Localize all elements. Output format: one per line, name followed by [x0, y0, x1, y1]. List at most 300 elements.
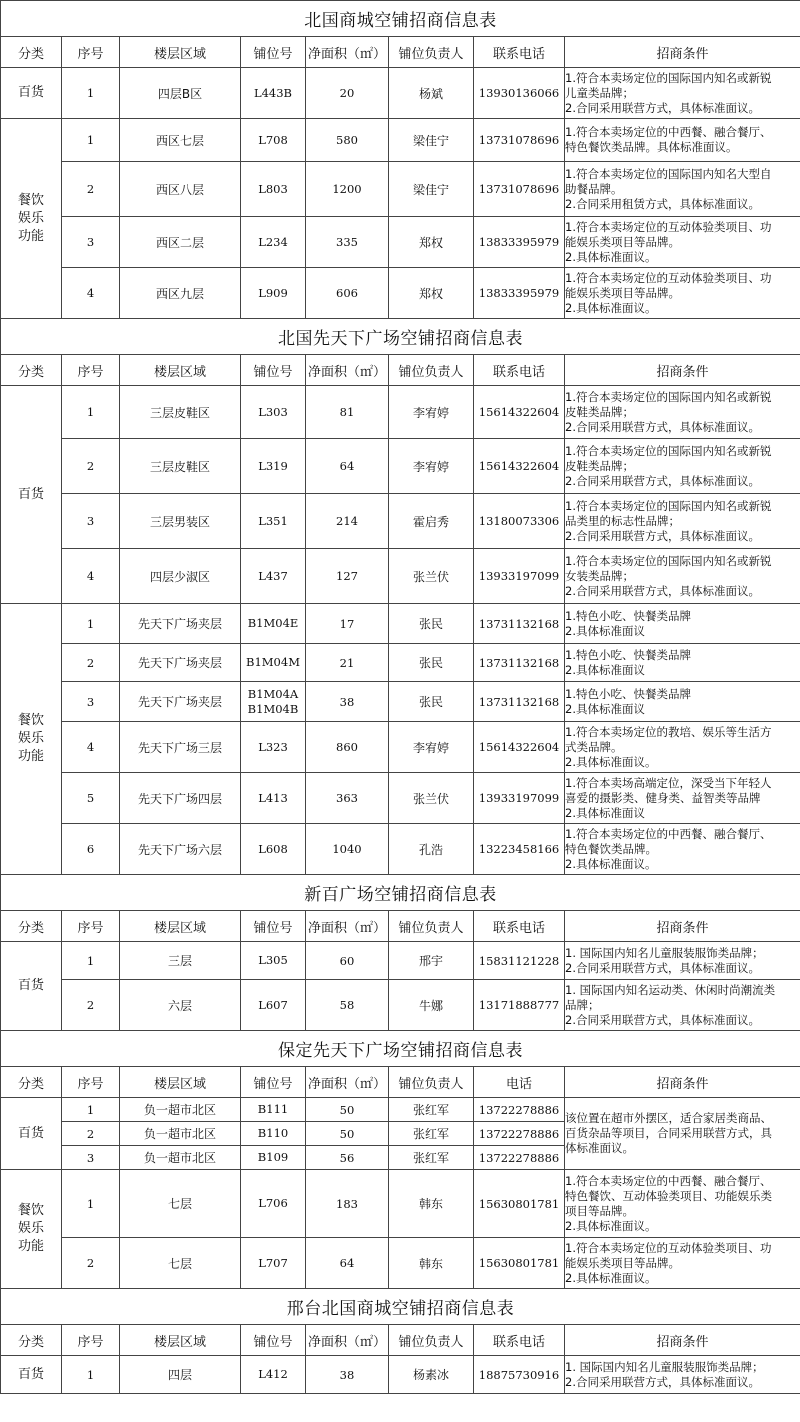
size-header: 净面积（㎡）: [306, 1325, 389, 1356]
phone-cell: 13731132168: [474, 682, 565, 722]
size-cell: 17: [306, 604, 389, 644]
floor-area-cell: 先天下广场四层: [120, 773, 241, 824]
table-row: [1, 942, 800, 980]
unit-code: L708: [258, 132, 288, 147]
size-cell: 21: [306, 644, 389, 682]
phone-cell: 15614322604: [474, 722, 565, 773]
number-header: 序号: [62, 37, 120, 68]
table-row: [1, 1170, 800, 1238]
manager-cell: 杨斌: [389, 68, 474, 119]
floor-area-cell: 先天下广场夹层: [120, 682, 241, 722]
section-title-row: [1, 1, 800, 37]
manager-cell: 郑权: [389, 268, 474, 319]
condition-line: 2.具体标准面议: [565, 805, 645, 820]
condition-line: 特色餐饮类品牌。具体标准面议。: [565, 140, 738, 154]
size-cell: 56: [306, 1146, 389, 1170]
phone-cell: 13722278886: [474, 1146, 565, 1170]
size-cell: 860: [306, 722, 389, 773]
number-cell: 3: [62, 682, 120, 722]
section-title-row: [1, 875, 800, 911]
unit-code: B1M04B: [247, 701, 299, 716]
table-row: [1, 1238, 800, 1289]
conditions-cell: [565, 942, 800, 980]
conditions-header: 招商条件: [565, 911, 800, 942]
unit-cell: [241, 1356, 306, 1394]
size-cell: 183: [306, 1170, 389, 1238]
phone-header: 联系电话: [474, 37, 565, 68]
unit-code: L323: [258, 739, 288, 754]
number-cell: 3: [62, 217, 120, 268]
condition-line: 2.具体标准面议: [565, 701, 645, 716]
size-header: 净面积（㎡）: [306, 355, 389, 386]
manager-header: 铺位负责人: [389, 911, 474, 942]
unit-cell: [241, 1238, 306, 1289]
category-header: 分类: [1, 911, 62, 942]
number-cell: 1: [62, 604, 120, 644]
unit-header: 铺位号: [241, 1325, 306, 1356]
conditions-cell: [565, 268, 800, 319]
section-title: 北国商城空铺招商信息表: [1, 1, 800, 37]
conditions-cell: [565, 1356, 800, 1394]
floor-area-cell: 负一超市北区: [120, 1122, 241, 1146]
floor-area-cell: 西区八层: [120, 162, 241, 217]
unit-code: B110: [257, 1126, 289, 1140]
condition-line: 儿童类品牌；: [565, 85, 634, 100]
floor-area-cell: 七层: [120, 1238, 241, 1289]
category-cell: [1, 1356, 62, 1394]
phone-cell: 15630801781: [474, 1238, 565, 1289]
unit-code: L412: [258, 1367, 288, 1381]
conditions-header: 招商条件: [565, 1325, 800, 1356]
floor-area-cell: 先天下广场夹层: [120, 604, 241, 644]
unit-header: 铺位号: [241, 355, 306, 386]
category-header: 分类: [1, 1067, 62, 1098]
number-cell: 5: [62, 773, 120, 824]
table-row: [1, 494, 800, 549]
conditions-cell: [565, 1098, 800, 1170]
manager-cell: 张红军: [389, 1098, 474, 1122]
phone-cell: 13933197099: [474, 549, 565, 604]
condition-line: 助餐品牌。: [565, 181, 623, 196]
condition-line: 2.具体标准面议。: [565, 1270, 657, 1285]
number-cell: 2: [62, 162, 120, 217]
category-header: 分类: [1, 1325, 62, 1356]
condition-line: 2.合同采用租赁方式，具体标准面议。: [565, 196, 760, 211]
size-cell: 38: [306, 1356, 389, 1394]
category-header: 分类: [1, 37, 62, 68]
phone-header: 联系电话: [474, 1325, 565, 1356]
phone-cell: 13731078696: [474, 119, 565, 162]
floor-area-cell: 七层: [120, 1170, 241, 1238]
size-cell: 127: [306, 549, 389, 604]
condition-line: 百货杂品等项目，合同采用联营方式，具: [565, 1126, 772, 1140]
floor-area-cell: 西区七层: [120, 119, 241, 162]
phone-cell: 15614322604: [474, 386, 565, 439]
number-header: 序号: [62, 1325, 120, 1356]
conditions-cell: [565, 549, 800, 604]
manager-cell: 张红军: [389, 1122, 474, 1146]
unit-cell: [241, 942, 306, 980]
manager-header: 铺位负责人: [389, 1067, 474, 1098]
manager-cell: 牛娜: [389, 980, 474, 1031]
unit-code: L303: [258, 404, 288, 419]
floor-area-header: 楼层区域: [120, 355, 241, 386]
conditions-cell: [565, 1238, 800, 1289]
unit-cell: [241, 386, 306, 439]
unit-code: L909: [258, 285, 288, 300]
condition-line: 1.符合本卖场定位的教培、娱乐等生活方: [565, 724, 772, 739]
conditions-cell: [565, 494, 800, 549]
condition-line: 2.具体标准面议。: [565, 1218, 657, 1233]
number-cell: 1: [62, 1170, 120, 1238]
condition-line: 特色餐饮、互动体验类项目、功能娱乐类: [565, 1188, 772, 1203]
floor-area-cell: 三层: [120, 942, 241, 980]
manager-cell: 张兰伏: [389, 549, 474, 604]
conditions-cell: [565, 604, 800, 644]
condition-line: 1.特色小吃、快餐类品牌: [565, 608, 691, 623]
unit-code: L707: [258, 1255, 288, 1270]
unit-cell: [241, 119, 306, 162]
size-cell: 1200: [306, 162, 389, 217]
phone-cell: 13930136066: [474, 68, 565, 119]
condition-line: 1.符合本卖场定位的国际国内知名或新锐: [565, 498, 772, 513]
condition-line: 1. 国际国内知名运动类、休闲时尚潮流类: [565, 982, 776, 997]
category-cell: [1, 1170, 62, 1289]
phone-cell: 13731132168: [474, 604, 565, 644]
condition-line: 2.具体标准面议。: [565, 249, 657, 264]
condition-line: 能娱乐类项目等品牌。: [565, 285, 680, 300]
size-cell: 38: [306, 682, 389, 722]
unit-header: 铺位号: [241, 911, 306, 942]
unit-code: L803: [258, 181, 288, 196]
conditions-cell: [565, 644, 800, 682]
phone-cell: 13731132168: [474, 644, 565, 682]
number-cell: 2: [62, 1238, 120, 1289]
number-cell: 4: [62, 268, 120, 319]
unit-code: L608: [258, 841, 288, 856]
conditions-cell: [565, 386, 800, 439]
floor-area-cell: 先天下广场夹层: [120, 644, 241, 682]
category-cell: [1, 119, 62, 319]
floor-area-cell: 西区二层: [120, 217, 241, 268]
header-row: [1, 37, 800, 68]
condition-line: 该位置在超市外摆区，适合家居类商品、: [565, 1111, 772, 1125]
condition-line: 式类品牌。: [565, 739, 623, 754]
header-row: [1, 1067, 800, 1098]
condition-line: 2.合同采用联营方式，具体标准面议。: [565, 1012, 760, 1027]
conditions-cell: [565, 980, 800, 1031]
condition-line: 2.合同采用联营方式，具体标准面议。: [565, 473, 760, 488]
phone-cell: 13731078696: [474, 162, 565, 217]
condition-line: 2.具体标准面议。: [565, 754, 657, 769]
condition-line: 皮鞋类品牌；: [565, 458, 634, 473]
condition-line: 1.符合本卖场定位的国际国内知名或新锐: [565, 443, 772, 458]
unit-cell: [241, 549, 306, 604]
floor-area-cell: 西区九层: [120, 268, 241, 319]
manager-cell: 张红军: [389, 1146, 474, 1170]
unit-cell: [241, 1122, 306, 1146]
unit-code: B1M04A: [247, 686, 299, 701]
condition-line: 1.符合本卖场定位的互动体验类项目、功: [565, 219, 772, 234]
floor-area-header: 楼层区域: [120, 1325, 241, 1356]
unit-cell: [241, 494, 306, 549]
size-cell: 50: [306, 1098, 389, 1122]
size-cell: 214: [306, 494, 389, 549]
size-cell: 1040: [306, 824, 389, 875]
category-line: 百货: [17, 1366, 44, 1382]
floor-area-cell: 负一超市北区: [120, 1098, 241, 1122]
floor-area-header: 楼层区域: [120, 1067, 241, 1098]
number-cell: 1: [62, 1098, 120, 1122]
conditions-cell: [565, 217, 800, 268]
phone-header: 联系电话: [474, 355, 565, 386]
manager-cell: 李宥婷: [389, 439, 474, 494]
number-header: 序号: [62, 911, 120, 942]
unit-code: L437: [258, 568, 288, 583]
conditions-cell: [565, 1170, 800, 1238]
condition-line: 2.合同采用联营方式，具体标准面议。: [565, 583, 760, 598]
category-cell: [1, 942, 62, 1031]
size-cell: 20: [306, 68, 389, 119]
category-line: 功能: [17, 1239, 44, 1254]
number-header: 序号: [62, 355, 120, 386]
unit-code: L305: [258, 953, 288, 967]
conditions-cell: [565, 439, 800, 494]
unit-cell: [241, 1170, 306, 1238]
floor-area-header: 楼层区域: [120, 911, 241, 942]
size-cell: 81: [306, 386, 389, 439]
size-header: 净面积（㎡）: [306, 37, 389, 68]
floor-area-cell: 三层男装区: [120, 494, 241, 549]
floor-area-cell: 先天下广场六层: [120, 824, 241, 875]
condition-line: 体标准面议。: [565, 1141, 634, 1155]
condition-line: 项目等品牌。: [565, 1203, 634, 1218]
category-line: 餐饮: [17, 1203, 44, 1218]
category-line: 餐饮: [17, 192, 44, 208]
conditions-cell: [565, 722, 800, 773]
condition-line: 喜爱的摄影类、健身类、益智类等品牌: [565, 790, 761, 805]
number-cell: 4: [62, 722, 120, 773]
size-cell: 363: [306, 773, 389, 824]
condition-line: 2.具体标准面议。: [565, 300, 657, 315]
condition-line: 皮鞋类品牌；: [565, 404, 634, 419]
number-cell: 1: [62, 119, 120, 162]
condition-line: 女装类品牌；: [565, 568, 634, 583]
condition-line: 1.符合本卖场定位的国际国内知名大型自: [565, 166, 772, 181]
section-title: 新百广场空铺招商信息表: [1, 875, 800, 911]
number-cell: 3: [62, 1146, 120, 1170]
floor-area-cell: 四层少淑区: [120, 549, 241, 604]
category-cell: [1, 68, 62, 119]
unit-cell: [241, 162, 306, 217]
table-row: [1, 644, 800, 682]
manager-cell: 邢宇: [389, 942, 474, 980]
phone-cell: 13722278886: [474, 1098, 565, 1122]
unit-cell: [241, 824, 306, 875]
header-row: [1, 1325, 800, 1356]
number-cell: 1: [62, 386, 120, 439]
phone-cell: 13722278886: [474, 1122, 565, 1146]
condition-line: 1.符合本卖场定位的中西餐、融合餐厅、: [565, 1173, 772, 1188]
size-cell: 335: [306, 217, 389, 268]
manager-cell: 张兰伏: [389, 773, 474, 824]
section-title: 北国先天下广场空铺招商信息表: [1, 319, 800, 355]
unit-cell: [241, 682, 306, 722]
number-header: 序号: [62, 1067, 120, 1098]
section-title: 邢台北国商城空铺招商信息表: [1, 1289, 800, 1325]
floor-area-header: 楼层区域: [120, 37, 241, 68]
number-cell: 4: [62, 549, 120, 604]
category-line: 功能: [17, 228, 44, 244]
condition-line: 2.合同采用联营方式，具体标准面议。: [565, 960, 760, 975]
condition-line: 2.合同采用联营方式，具体标准面议。: [565, 100, 760, 115]
floor-area-cell: 四层: [120, 1356, 241, 1394]
number-cell: 1: [62, 68, 120, 119]
section-title-row: [1, 1289, 800, 1325]
condition-line: 1. 国际国内知名儿童服装服饰类品牌；: [565, 945, 764, 960]
table-row: [1, 119, 800, 162]
category-line: 娱乐: [17, 731, 44, 746]
manager-cell: 霍启秀: [389, 494, 474, 549]
conditions-header: 招商条件: [565, 37, 800, 68]
header-row: [1, 911, 800, 942]
category-cell: [1, 604, 62, 875]
condition-line: 1.符合本卖场定位的互动体验类项目、功: [565, 270, 772, 285]
header-row: [1, 355, 800, 386]
condition-line: 2.合同采用联营方式，具体标准面议。: [565, 528, 760, 543]
section-title: 保定先天下广场空铺招商信息表: [1, 1031, 800, 1067]
condition-line: 能娱乐类项目等品牌。: [565, 234, 680, 249]
size-header: 净面积（㎡）: [306, 1067, 389, 1098]
category-cell: [1, 386, 62, 604]
unit-cell: [241, 722, 306, 773]
category-line: 百货: [17, 1125, 44, 1141]
number-cell: 1: [62, 942, 120, 980]
category-header: 分类: [1, 355, 62, 386]
phone-cell: 13223458166: [474, 824, 565, 875]
size-cell: 50: [306, 1122, 389, 1146]
unit-cell: [241, 68, 306, 119]
unit-code: L234: [258, 234, 288, 249]
table-row: [1, 439, 800, 494]
number-cell: 6: [62, 824, 120, 875]
unit-header: 铺位号: [241, 1067, 306, 1098]
unit-cell: [241, 1098, 306, 1122]
manager-header: 铺位负责人: [389, 355, 474, 386]
condition-line: 特色餐饮类品牌。: [565, 841, 657, 856]
phone-cell: 13833395979: [474, 217, 565, 268]
table-row: [1, 68, 800, 119]
category-line: 娱乐: [17, 1221, 44, 1236]
manager-cell: 杨素冰: [389, 1356, 474, 1394]
manager-cell: 韩东: [389, 1170, 474, 1238]
size-cell: 58: [306, 980, 389, 1031]
condition-line: 2.具体标准面议。: [565, 856, 657, 871]
conditions-cell: [565, 682, 800, 722]
condition-line: 能娱乐类项目等品牌。: [565, 1255, 680, 1270]
phone-cell: 13171888777: [474, 980, 565, 1031]
floor-area-cell: 六层: [120, 980, 241, 1031]
category-line: 娱乐: [17, 210, 44, 226]
phone-cell: 13933197099: [474, 773, 565, 824]
size-cell: 606: [306, 268, 389, 319]
table-row: [1, 162, 800, 217]
category-cell: [1, 1098, 62, 1170]
manager-cell: 张民: [389, 682, 474, 722]
manager-cell: 李宥婷: [389, 722, 474, 773]
phone-cell: 15630801781: [474, 1170, 565, 1238]
manager-header: 铺位负责人: [389, 37, 474, 68]
table-row: [1, 773, 800, 824]
section-title-row: [1, 319, 800, 355]
unit-cell: [241, 604, 306, 644]
manager-cell: 梁佳宁: [389, 162, 474, 217]
table-row: [1, 604, 800, 644]
table-row: [1, 1098, 800, 1122]
condition-line: 1.符合本卖场定位的互动体验类项目、功: [565, 1240, 772, 1255]
unit-code: L706: [258, 1196, 288, 1210]
unit-code: L443B: [253, 85, 293, 100]
unit-cell: [241, 1146, 306, 1170]
category-line: 餐饮: [17, 713, 44, 728]
condition-line: 1.符合本卖场定位的国际国内知名或新锐: [565, 70, 772, 85]
conditions-header: 招商条件: [565, 355, 800, 386]
manager-cell: 张民: [389, 644, 474, 682]
unit-code: L351: [258, 513, 288, 528]
size-cell: 64: [306, 1238, 389, 1289]
unit-code: B1M04M: [246, 655, 300, 669]
floor-area-cell: 三层皮鞋区: [120, 386, 241, 439]
floor-area-cell: 负一超市北区: [120, 1146, 241, 1170]
condition-line: 1.符合本卖场定位的国际国内知名或新锐: [565, 553, 772, 568]
manager-cell: 孔浩: [389, 824, 474, 875]
phone-cell: 13180073306: [474, 494, 565, 549]
manager-header: 铺位负责人: [389, 1325, 474, 1356]
floor-area-cell: 四层B区: [120, 68, 241, 119]
number-cell: 2: [62, 439, 120, 494]
condition-line: 2.合同采用联营方式，具体标准面议。: [565, 1374, 760, 1389]
conditions-header: 招商条件: [565, 1067, 800, 1098]
condition-line: 2.具体标准面议: [565, 623, 645, 638]
phone-header: 电话: [474, 1067, 565, 1098]
category-line: 功能: [17, 749, 44, 764]
unit-header: 铺位号: [241, 37, 306, 68]
number-cell: 2: [62, 980, 120, 1031]
table-row: [1, 1356, 800, 1394]
unit-cell: [241, 217, 306, 268]
number-cell: 1: [62, 1356, 120, 1394]
condition-line: 品牌；: [565, 997, 600, 1012]
table-row: [1, 824, 800, 875]
phone-cell: 13833395979: [474, 268, 565, 319]
condition-line: 1.符合本卖场高端定位，深受当下年轻人: [565, 775, 772, 790]
condition-line: 1.符合本卖场定位的中西餐、融合餐厅、: [565, 826, 772, 841]
category-line: 百货: [17, 486, 44, 502]
condition-line: 1.符合本卖场定位的国际国内知名或新锐: [565, 389, 772, 404]
manager-cell: 郑权: [389, 217, 474, 268]
unit-cell: [241, 644, 306, 682]
manager-cell: 梁佳宁: [389, 119, 474, 162]
table-row: [1, 980, 800, 1031]
phone-cell: 18875730916: [474, 1356, 565, 1394]
unit-code: B109: [257, 1150, 289, 1164]
phone-cell: 15831121228: [474, 942, 565, 980]
floor-area-cell: 三层皮鞋区: [120, 439, 241, 494]
number-cell: 3: [62, 494, 120, 549]
table-row: [1, 682, 800, 722]
unit-code: L319: [258, 458, 288, 473]
number-cell: 2: [62, 644, 120, 682]
